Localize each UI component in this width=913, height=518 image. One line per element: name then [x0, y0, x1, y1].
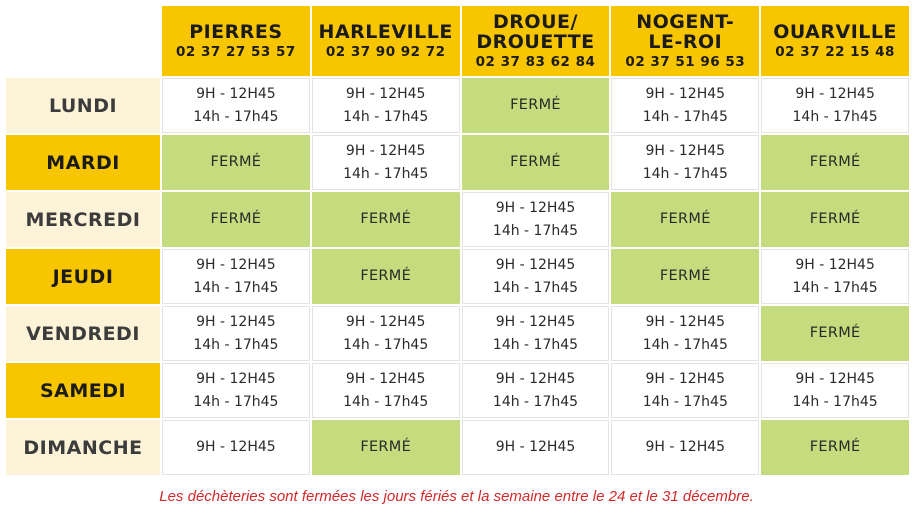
day-label: SAMEDI	[6, 363, 160, 418]
hours-line: 14h - 17h45	[193, 108, 279, 125]
closed-cell: FERMÉ	[162, 192, 310, 247]
schedule-table	[4, 4, 911, 477]
hours-line: 9H - 12H45	[495, 370, 576, 387]
schedule-body	[6, 78, 909, 475]
site-header	[462, 6, 610, 76]
hours-line: 9H - 12H45	[495, 313, 576, 330]
hours-line: 9H - 12H45	[645, 313, 726, 330]
hours-cell	[162, 363, 310, 418]
hours-cell	[162, 78, 310, 133]
closed-cell: FERMÉ	[312, 420, 460, 475]
hours-cell	[611, 420, 759, 475]
hours-line: 14h - 17h45	[642, 165, 728, 182]
site-name: LE-ROI	[648, 30, 723, 53]
day-row	[6, 306, 909, 361]
hours-cell	[761, 78, 909, 133]
hours-line: 9H - 12H45	[795, 85, 875, 102]
hours-cell	[162, 249, 310, 304]
hours-line: 14h - 17h45	[193, 393, 279, 410]
site-phone: 02 37 51 96 53	[625, 53, 746, 70]
hours-line: 9H - 12H45	[345, 370, 426, 387]
site-name: PIERRES	[189, 20, 283, 43]
hours-line: 14h - 17h45	[492, 336, 579, 353]
closed-cell: FERMÉ	[162, 135, 310, 190]
day-row	[6, 249, 909, 304]
day-label: VENDREDI	[6, 306, 160, 361]
hours-cell	[462, 420, 610, 475]
hours-line: 9H - 12H45	[495, 256, 576, 273]
hours-line: 14h - 17h45	[642, 393, 728, 410]
hours-line: 14h - 17h45	[642, 336, 728, 353]
hours-line: 14h - 17h45	[492, 393, 579, 410]
hours-cell	[312, 135, 460, 190]
hours-cell	[312, 306, 460, 361]
hours-line: 14h - 17h45	[492, 222, 579, 239]
day-label: DIMANCHE	[6, 420, 160, 475]
site-phone: 02 37 83 62 84	[475, 53, 596, 70]
corner-cell	[6, 6, 160, 76]
hours-line: 14h - 17h45	[343, 165, 429, 182]
hours-cell	[162, 306, 310, 361]
site-phone: 02 37 27 53 57	[176, 43, 296, 60]
hours-cell	[462, 249, 610, 304]
hours-cell	[611, 135, 759, 190]
hours-line: 9H - 12H45	[345, 313, 426, 330]
site-name: NOGENT-	[636, 10, 735, 33]
closed-cell: FERMÉ	[462, 78, 610, 133]
site-name: DROUETTE	[476, 30, 595, 53]
hours-cell	[462, 306, 610, 361]
hours-cell	[611, 306, 759, 361]
hours-line: 14h - 17h45	[343, 108, 429, 125]
schedule-container	[4, 4, 911, 477]
hours-line: 9H - 12H45	[196, 439, 276, 455]
closed-cell: FERMÉ	[312, 249, 460, 304]
hours-line: 9H - 12H45	[495, 199, 576, 216]
hours-line: 9H - 12H45	[196, 370, 276, 387]
hours-line: 9H - 12H45	[795, 256, 875, 273]
hours-line: 14h - 17h45	[792, 279, 878, 296]
hours-line: 14h - 17h45	[792, 393, 878, 410]
footnote: Les déchèteries sont fermées les jours fériés et la semaine entre le 24 et le 31 décembre.	[159, 488, 754, 505]
hours-cell	[761, 249, 909, 304]
day-label: MERCREDI	[6, 192, 160, 247]
hours-line: 9H - 12H45	[495, 439, 576, 455]
hours-line: 9H - 12H45	[645, 370, 726, 387]
day-row	[6, 192, 909, 247]
hours-cell	[312, 78, 460, 133]
hours-line: 9H - 12H45	[345, 142, 426, 159]
day-row	[6, 420, 909, 475]
site-header	[162, 6, 310, 76]
closed-cell: FERMÉ	[761, 306, 909, 361]
day-row	[6, 78, 909, 133]
hours-line: 9H - 12H45	[645, 142, 726, 159]
hours-line: 14h - 17h45	[343, 393, 429, 410]
site-header	[761, 6, 909, 76]
hours-line: 14h - 17h45	[193, 279, 279, 296]
hours-cell	[162, 420, 310, 475]
hours-cell	[312, 363, 460, 418]
hours-line: 14h - 17h45	[193, 336, 279, 353]
hours-line: 9H - 12H45	[196, 85, 276, 102]
hours-line: 14h - 17h45	[642, 108, 728, 125]
closed-cell: FERMÉ	[761, 135, 909, 190]
day-label: MARDI	[6, 135, 160, 190]
hours-line: 14h - 17h45	[792, 108, 878, 125]
day-row	[6, 363, 909, 418]
day-label: LUNDI	[6, 78, 160, 133]
site-name: OUARVILLE	[773, 20, 897, 43]
hours-line: 9H - 12H45	[196, 256, 276, 273]
day-row	[6, 135, 909, 190]
hours-line: 9H - 12H45	[645, 85, 726, 102]
hours-line: 9H - 12H45	[645, 439, 726, 455]
site-phone: 02 37 22 15 48	[775, 43, 895, 60]
closed-cell: FERMÉ	[761, 192, 909, 247]
hours-line: 14h - 17h45	[343, 336, 429, 353]
site-header	[312, 6, 460, 76]
site-name: DROUE/	[493, 10, 578, 33]
hours-cell	[462, 363, 610, 418]
closed-cell: FERMÉ	[611, 192, 759, 247]
hours-line: 14h - 17h45	[492, 279, 579, 296]
closed-cell: FERMÉ	[761, 420, 909, 475]
hours-line: 9H - 12H45	[795, 370, 875, 387]
closed-cell: FERMÉ	[611, 249, 759, 304]
site-name: HARLEVILLE	[318, 20, 453, 43]
hours-cell	[761, 363, 909, 418]
hours-cell	[611, 363, 759, 418]
hours-cell	[611, 78, 759, 133]
closed-cell: FERMÉ	[462, 135, 610, 190]
header-row	[6, 6, 909, 76]
day-label: JEUDI	[6, 249, 160, 304]
hours-line: 9H - 12H45	[345, 85, 426, 102]
hours-cell	[462, 192, 610, 247]
site-phone: 02 37 90 92 72	[325, 43, 446, 60]
closed-cell: FERMÉ	[312, 192, 460, 247]
site-header	[611, 6, 759, 76]
hours-line: 9H - 12H45	[196, 313, 276, 330]
